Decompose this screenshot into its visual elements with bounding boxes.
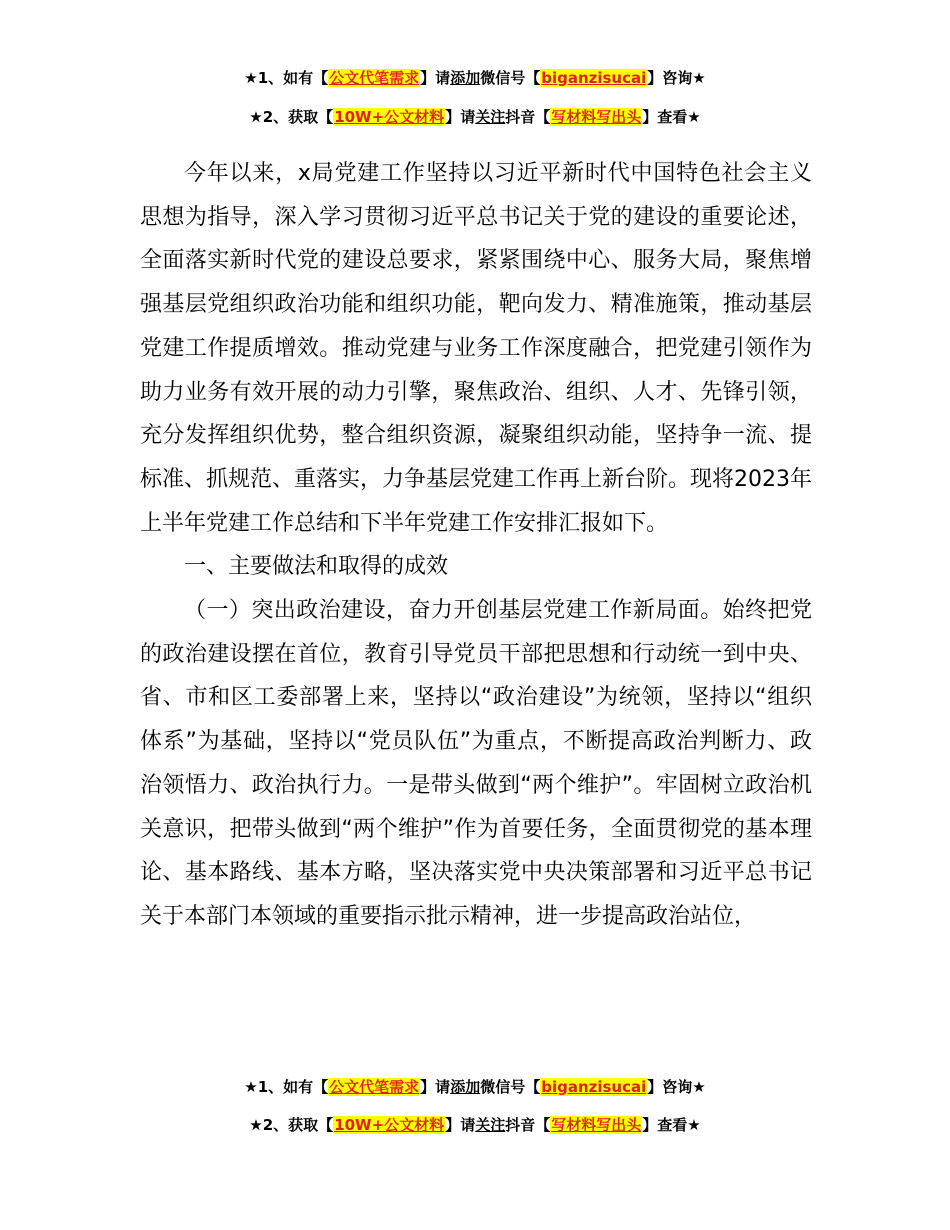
document-body xyxy=(140,152,812,939)
highlight-service: 公文代笔需求 xyxy=(329,1078,420,1096)
highlight-service: 公文代笔需求 xyxy=(329,69,420,87)
footer-promo-line-2: ★2、获取【10W+公文材料】请关注抖音【写材料写出头】查看★ xyxy=(249,1116,701,1134)
subsection-paragraph: （一）突出政治建设，奋力开创基层党建工作新局面。始终把党的政治建设摆在首位，教育引导党员干部把思想和行动统一到中央、省、市和区工委部署上来，坚持以“政治建设”为统领，坚持以“组织体系”为基础，坚持以“党员队伍”为重点，不断提高政治判断力、政治领悟力、政治执行力。一是带头做到“两个维护”。牢固树立政治机关意识，把带头做到“两个维护”作为首要任务，全面贯彻党的基本理论、基本路线、基本方略，坚决落实党中央决策部署和习近平总书记关于本部门本领域的重要指示批示精神，进一步提高政治站位， xyxy=(140,598,812,929)
footer-promo-line-1: ★1、如有【公文代笔需求】请添加微信号【biganzisucai】咨询★ xyxy=(244,1078,706,1096)
header-promo-line-1: ★1、如有【公文代笔需求】请添加微信号【biganzisucai】咨询★ xyxy=(244,69,706,87)
highlight-wechat-id: biganzisucai xyxy=(541,1078,647,1096)
highlight-douyin: 写材料写出头 xyxy=(551,1116,642,1134)
intro-paragraph: 今年以来，x局党建工作坚持以习近平新时代中国特色社会主义思想为指导，深入学习贯彻习近平总书记关于党的建设的重要论述，全面落实新时代党的建设总要求，紧紧围绕中心、服务大局，聚焦增强基层党组织政治功能和组织功能，靶向发力、精准施策，推动基层党建工作提质增效。推动党建与业务工作深度融合，把党建引领作为助力业务有效开展的动力引擎，聚焦政治、组织、人才、先锋引领，充分发挥组织优势，整合组织资源，凝聚组织动能，坚持争一流、提标准、抓规范、重落实，力争基层党建工作再上新台阶。现将2023年上半年党建工作总结和下半年党建工作安排汇报如下。 xyxy=(140,161,812,536)
header-promo-line-2: ★2、获取【10W+公文材料】请关注抖音【写材料写出头】查看★ xyxy=(249,108,701,126)
highlight-materials: 10W+公文材料 xyxy=(334,108,445,126)
highlight-wechat-id: biganzisucai xyxy=(541,69,647,87)
highlight-materials: 10W+公文材料 xyxy=(334,1116,445,1134)
highlight-douyin: 写材料写出头 xyxy=(551,108,642,126)
section-heading: 一、主要做法和取得的成效 xyxy=(184,554,449,580)
